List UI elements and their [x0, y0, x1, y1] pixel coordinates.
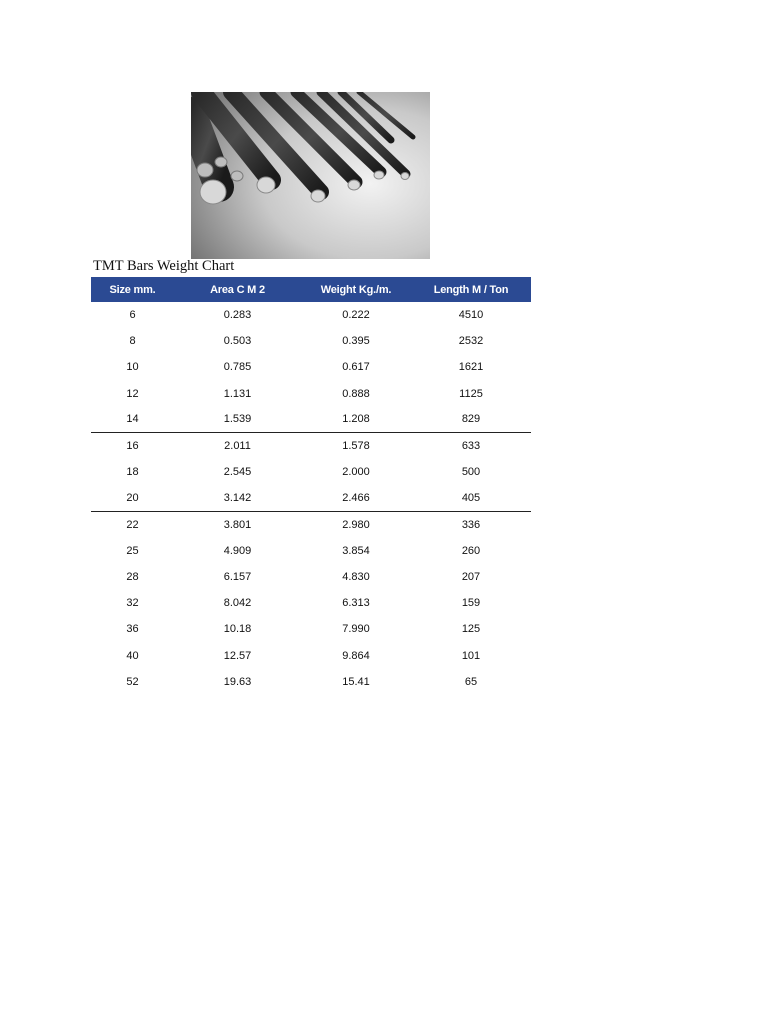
table-row [91, 381, 531, 407]
cell-length: 260 [461, 544, 481, 557]
cell-area: 4.909 [223, 544, 252, 557]
cell-area: 6.157 [223, 570, 252, 583]
cell-length: 1125 [459, 387, 483, 400]
cell-area: 1.539 [223, 413, 252, 426]
table-row [91, 459, 531, 485]
cell-weight: 2.466 [342, 491, 370, 504]
header-weight: Weight Kg./m. [320, 283, 392, 296]
cell-size: 10 [126, 361, 139, 374]
cell-length: 4510 [458, 309, 484, 322]
cell-size: 25 [126, 544, 139, 557]
header-size: Size mm. [109, 283, 156, 296]
cell-length: 1621 [458, 361, 484, 374]
table-row [91, 616, 531, 642]
cell-size: 52 [126, 675, 139, 688]
cell-weight: 0.222 [342, 309, 370, 322]
cell-area: 8.042 [223, 597, 252, 610]
cell-area: 3.801 [223, 518, 252, 531]
cell-size: 20 [126, 491, 139, 504]
cell-weight: 7.990 [342, 623, 370, 636]
chart-title: TMT Bars Weight Chart [93, 258, 235, 274]
cell-area: 0.785 [223, 361, 252, 374]
cell-weight: 6.313 [342, 597, 370, 610]
cell-area: 12.57 [223, 649, 252, 662]
table-row [91, 328, 531, 354]
cell-weight: 2.980 [342, 518, 370, 531]
cell-area: 0.503 [223, 335, 252, 348]
cell-length: 2532 [458, 335, 484, 348]
cell-size: 16 [126, 440, 139, 453]
cell-weight: 1.208 [342, 413, 370, 426]
cell-area: 3.142 [223, 491, 252, 504]
cell-length: 159 [461, 597, 481, 610]
cell-area: 0.283 [223, 309, 252, 322]
cell-length: 633 [461, 440, 481, 453]
cell-size: 18 [126, 466, 139, 479]
cell-size: 28 [126, 570, 139, 583]
cell-area: 10.18 [223, 623, 252, 636]
cell-size: 40 [126, 649, 139, 662]
tmt-bars-photo [191, 92, 430, 259]
cell-length: 336 [461, 518, 481, 531]
cell-size: 6 [129, 309, 136, 322]
cell-size: 14 [126, 413, 139, 426]
cell-weight: 0.888 [342, 387, 370, 400]
cell-length: 829 [461, 413, 481, 426]
header-area: Area C M 2 [210, 283, 265, 296]
table-row [91, 512, 531, 538]
table-row [91, 302, 531, 328]
cell-weight: 15.41 [342, 675, 370, 688]
table-row [91, 433, 531, 459]
table-row [91, 485, 531, 511]
weight-table [91, 277, 531, 695]
cell-weight: 3.854 [342, 544, 370, 557]
cell-length: 65 [464, 675, 478, 688]
table-row [91, 590, 531, 616]
cell-weight: 4.830 [342, 570, 370, 583]
cell-area: 19.63 [223, 675, 252, 688]
cell-length: 405 [461, 491, 481, 504]
cell-size: 22 [126, 518, 139, 531]
cell-area: 2.011 [224, 440, 251, 453]
table-body [91, 302, 531, 695]
cell-area: 1.131 [223, 387, 252, 400]
cell-size: 8 [129, 335, 136, 348]
table-row [91, 354, 531, 380]
table-row [91, 407, 531, 433]
cell-size: 32 [126, 597, 139, 610]
cell-weight: 9.864 [342, 649, 370, 662]
cell-length: 125 [461, 623, 481, 636]
table-row [91, 669, 531, 695]
header-length: Length M / Ton [433, 283, 509, 296]
cell-weight: 0.395 [342, 335, 370, 348]
table-header-row [91, 277, 531, 302]
cell-weight: 2.000 [342, 466, 370, 479]
cell-size: 36 [126, 623, 139, 636]
table-row [91, 564, 531, 590]
table-row [91, 538, 531, 564]
cell-length: 500 [461, 466, 481, 479]
cell-weight: 0.617 [342, 361, 370, 374]
cell-size: 12 [126, 387, 139, 400]
cell-length: 207 [461, 570, 481, 583]
table-row [91, 642, 531, 668]
cell-area: 2.545 [223, 466, 252, 479]
cell-weight: 1.578 [342, 440, 370, 453]
cell-length: 101 [461, 649, 481, 662]
